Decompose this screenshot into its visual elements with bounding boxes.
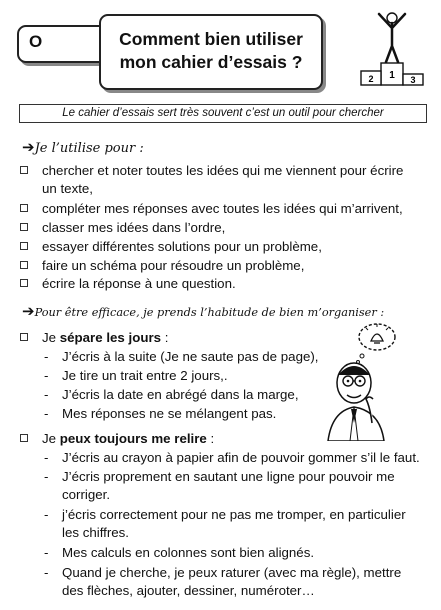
square-bullet-icon (20, 223, 28, 231)
thinking-man-illustration (322, 323, 422, 441)
podium-number-2: 2 (368, 74, 374, 84)
list-item: - J’écris au crayon à papier afin de pouvoir gommer s’il le faut. (44, 450, 420, 465)
square-bullet-icon (20, 279, 28, 287)
square-bullet-icon (20, 242, 28, 250)
section1-heading: ➔Je l’utilise pour : (22, 138, 144, 156)
title-line-1: Comment bien utiliser (119, 29, 303, 49)
code-box (17, 25, 111, 63)
title-box (99, 14, 323, 90)
podium-illustration (357, 8, 427, 88)
list-item-continued: un texte, (42, 181, 94, 196)
list-item: écrire la réponse à une question. (42, 275, 236, 292)
list-item: essayer différentes solutions pour un problème, (42, 238, 322, 255)
group2-title: Je peux toujours me relire : (42, 430, 214, 447)
list-item: - Mes réponses ne se mélangent pas. (44, 406, 277, 421)
list-item: faire un schéma pour résoudre un problème, (42, 257, 304, 274)
list-item: compléter mes réponses avec toutes les idées qui m’arrivent, (42, 200, 403, 217)
group1-title: Je sépare les jours : (42, 329, 168, 346)
list-item: - Mes calculs en colonnes sont bien alignés. (44, 545, 315, 560)
square-bullet-icon (20, 333, 28, 341)
section2-heading: ➔Pour être efficace, je prends l’habitude de bien m’organiser : (22, 302, 385, 320)
arrow-right-icon: ➔ (22, 138, 35, 156)
list-item: chercher et noter toutes les idées qui me viennent pour écrire (42, 162, 403, 179)
podium-number-3: 3 (410, 75, 416, 85)
list-item: - Quand je cherche, je peux raturer (avec ma règle), mettre (44, 565, 402, 580)
list-item: - J’écris à la suite (Je ne saute pas de page), (44, 349, 319, 364)
list-item-continued: des flèches, ajouter, dessiner, numéroter… (62, 583, 315, 598)
list-item-continued: les chiffres. (62, 525, 130, 540)
title-line-2: mon cahier d’essais ? (119, 52, 303, 72)
arrow-right-icon: ➔ (22, 302, 35, 320)
list-item-continued: corriger. (62, 487, 111, 502)
list-item: classer mes idées dans l’ordre, (42, 219, 225, 236)
square-bullet-icon (20, 204, 28, 212)
list-item: - j’écris correctement pour ne pas me tromper, en particulier (44, 507, 406, 522)
square-bullet-icon (20, 166, 28, 174)
subtitle-banner: Le cahier d’essais sert très souvent c’est un outil pour chercher (19, 104, 427, 123)
list-item: - J’écris la date en abrégé dans la marge, (44, 387, 299, 402)
list-item: - Je tire un trait entre 2 jours,. (44, 368, 228, 383)
list-item: - J’écris proprement en sautant une ligne pour pouvoir me (44, 469, 395, 484)
square-bullet-icon (20, 434, 28, 442)
podium-number-1: 1 (389, 70, 395, 81)
square-bullet-icon (20, 261, 28, 269)
code-label: O (29, 32, 43, 51)
